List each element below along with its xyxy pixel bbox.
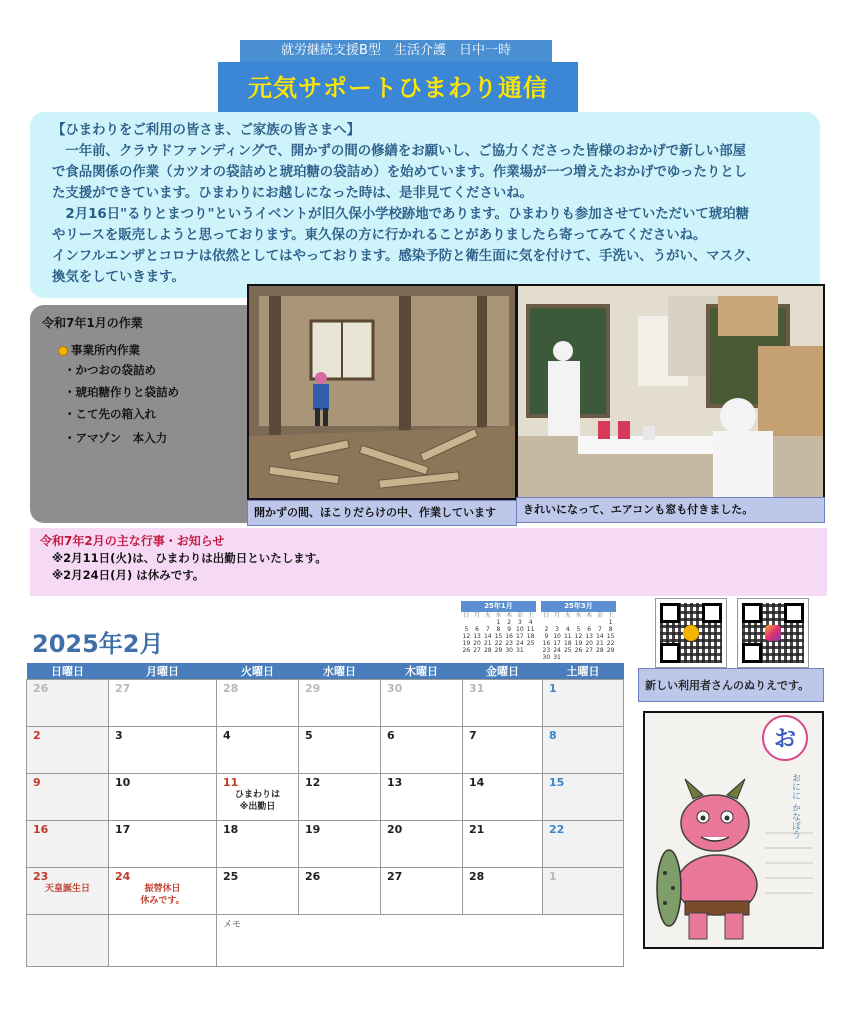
mini-calendar-day: 14 [483,633,492,640]
newsletter-subtitle: 就労継続支援B型 生活介護 日中一時 [240,40,552,62]
calendar-day-note: 振替休日 [144,884,181,894]
mini-calendar-weekday: 火 [564,612,571,619]
calendar-day-cell [27,821,109,868]
mini-calendar-weekday: 金 [596,612,603,619]
calendar-day-number: 5 [305,729,313,742]
calendar-memo-label: メモ [223,920,242,930]
calendar-day-number: 30 [387,682,403,695]
mini-calendar-title: 25年1月 [461,601,536,612]
qr-finder [742,603,762,623]
calendar-day-cell [217,821,299,868]
calendar-day-number: 7 [469,729,477,742]
mini-calendar-day: 6 [587,626,592,633]
calendar-day-cell [299,868,381,915]
instagram-qr-icon[interactable] [737,598,809,668]
calendar-day-number: 20 [387,823,403,836]
calendar-day-number: 26 [305,870,321,883]
mini-calendar-day: 27 [585,647,593,654]
calendar-day-cell [381,821,463,868]
mini-calendar-weekday: 木 [506,612,513,619]
mini-calendar-day: 25 [563,647,572,654]
mini-calendar-day: 4 [565,626,570,633]
mini-calendar-grid [541,612,616,661]
mini-calendar-weekday: 土 [527,612,534,619]
calendar-day-cell [109,774,217,821]
calendar-day-cell [463,868,543,915]
mini-calendar-day [584,619,595,626]
qr-code-icon[interactable] [655,598,727,668]
calendar-day-cell [381,727,463,774]
mini-calendar-day [573,619,584,626]
calendar-title: 2025年2月 [32,630,164,658]
calendar-day-cell [109,727,217,774]
mini-calendar-week [461,647,536,654]
monthly-calendar [26,663,624,967]
calendar-weekday-header: 金曜日 [463,663,543,680]
calendar-day-cell [381,868,463,915]
calendar-day-number: 2 [33,729,41,742]
calendar-day-cell [543,727,624,774]
mini-calendar-day: 1 [496,619,501,626]
calendar-day-number: 27 [115,682,131,695]
mini-calendar-prev [461,601,536,654]
work-subtitle-text: 事業所内作業 [71,343,140,357]
calendar-day-cell [217,727,299,774]
mini-calendar-day: 5 [576,626,581,633]
mini-calendar-day [552,619,563,626]
mini-calendar-day: 18 [563,640,572,647]
mini-calendar-week [541,640,616,647]
sunflower-icon [58,346,68,356]
mini-calendar-week [541,654,616,661]
mini-calendar-weekday: 土 [607,612,614,619]
calendar-day-cell [27,680,109,727]
greeting-line: 2月16日"るりとまつり"というイベントが旧久保小学校跡地であります。ひまわりも参加させていただいて琥珀糖 [52,207,749,222]
qr-finder [784,603,804,623]
mini-calendar-day: 29 [606,647,615,654]
calendar-weekday-header: 火曜日 [217,663,299,680]
greeting-heading: 【ひまわりをご利用の皆さま、ご家族の皆さまへ】 [52,123,360,138]
greeting-line: やリースを販売しようと思っております。東久保の方に行かれることがありましたら寄ってみてくださいね。 [52,228,707,243]
mini-calendar-day [541,619,552,626]
mini-calendar-day: 21 [596,640,604,647]
mini-calendar-day: 10 [553,633,561,640]
mini-calendar-day: 30 [505,647,513,654]
mini-calendar-weekday: 日 [463,612,470,619]
calendar-day-cell [543,868,624,915]
mini-calendar-week [541,633,616,640]
mini-calendar-day: 15 [606,633,615,640]
calendar-day-cell [109,680,217,727]
mini-calendar-day [573,654,584,661]
mini-calendar-day: 8 [608,626,613,633]
mini-calendar-day: 27 [473,647,481,654]
mini-calendar-day: 28 [483,647,492,654]
mini-calendar-day: 15 [494,633,503,640]
calendar-day-cell [543,774,624,821]
notice-item: ※2月11日(火)は、ひまわりは出勤日といたします。 [52,551,327,565]
calendar-day-cell [299,680,381,727]
mini-calendar-day [562,619,573,626]
photo-before-repair [247,284,517,500]
photo-after-illustration [518,286,825,500]
calendar-memo-row [27,915,624,967]
mini-calendar-day: 7 [485,626,490,633]
calendar-header-row [27,663,624,680]
qr-finder [660,643,680,663]
calendar-day-number: 3 [115,729,123,742]
calendar-weekday-header: 水曜日 [299,663,381,680]
notice-item: ※2月24日(月) は休みです。 [52,568,205,582]
calendar-day-cell [543,680,624,727]
photo-caption-before: 開かずの間、ほこりだらけの中、作業しています [247,500,517,526]
mini-calendar-weekdays [461,612,536,619]
calendar-day-cell [27,868,109,915]
greeting-line: た支援ができています。ひまわりにお越しになった時は、是非見てくださいね。 [52,186,533,201]
coloring-side-text: おにに かなぼう [790,773,800,839]
mini-calendar-day: 24 [553,647,561,654]
mini-calendar-week [461,633,536,640]
calendar-day-number: 28 [223,682,239,695]
oni-coloring-illustration [645,713,822,947]
mini-calendar-day: 28 [596,647,604,654]
mini-calendar-day: 17 [516,633,524,640]
qr-finder [742,643,762,663]
mini-calendar-day: 3 [517,619,522,626]
calendar-day-cell [381,680,463,727]
mini-calendar-week [461,626,536,633]
mini-calendar-week [461,640,536,647]
mini-calendar-day: 11 [526,626,535,633]
calendar-week-row [27,680,624,727]
mini-calendar-day: 31 [516,647,524,654]
calendar-day-note: 天皇誕生日 [44,884,90,894]
calendar-day-number: 13 [387,776,403,789]
calendar-day-number: 26 [33,682,49,695]
calendar-day-number: 18 [223,823,239,836]
mini-calendar-week [541,619,616,626]
mini-calendar-day: 12 [574,633,583,640]
calendar-day-number: 1 [549,682,557,695]
mini-calendar-weekday: 木 [586,612,593,619]
mini-calendar-day: 31 [553,654,561,661]
calendar-day-number: 16 [33,823,49,836]
mini-calendar-day [584,654,595,661]
calendar-weekday-header: 日曜日 [27,663,109,680]
work-item: ・こて先の箱入れ [64,407,156,421]
mini-calendar-week [461,619,536,626]
mini-calendar-day: 26 [462,647,471,654]
calendar-week-row [27,821,624,868]
calendar-day-number: 6 [387,729,395,742]
mini-calendar-week [541,647,616,654]
calendar-day-cell [463,680,543,727]
sunflower-logo-icon [683,625,699,641]
mini-calendar-day: 16 [542,640,551,647]
work-subtitle [58,342,140,358]
mini-calendar-day: 20 [585,640,593,647]
calendar-memo-cell[interactable] [217,915,624,967]
mini-calendar-day: 26 [574,647,583,654]
mini-calendar-day: 3 [555,626,559,633]
calendar-day-cell [463,727,543,774]
qr-finder [660,603,680,623]
calendar-day-number: 4 [223,729,231,742]
calendar-day-cell [463,821,543,868]
mini-calendar-day: 21 [483,640,492,647]
calendar-day-number: 22 [549,823,565,836]
calendar-day-number: 14 [469,776,485,789]
calendar-day-number: 19 [305,823,321,836]
calendar-day-cell [381,774,463,821]
mini-calendar-day: 1 [608,619,613,626]
mini-calendar-day [605,654,616,661]
mini-calendar-day: 7 [597,626,602,633]
calendar-day-cell [109,821,217,868]
coloring-picture [643,711,824,949]
calendar-day-number: 24 [115,870,131,883]
mini-calendar-day [525,647,536,654]
calendar-day-number: 15 [549,776,565,789]
calendar-day-cell [27,727,109,774]
calendar-day-cell [299,727,381,774]
mini-calendar-day: 23 [505,640,513,647]
mini-calendar-day: 10 [516,626,524,633]
qr-finder [702,603,722,623]
mini-calendar-day: 2 [544,626,549,633]
mini-calendar-weekday: 水 [575,612,582,619]
mini-calendar-day: 19 [574,640,583,647]
calendar-weekday-header: 木曜日 [381,663,463,680]
mini-calendar-weekday: 月 [474,612,481,619]
mini-calendar-weekday: 火 [484,612,491,619]
mini-calendar-day: 19 [462,640,471,647]
mini-calendar-weekday: 月 [554,612,561,619]
calendar-day-cell [299,821,381,868]
mini-calendar-day: 29 [494,647,503,654]
mini-calendar-day: 9 [507,626,512,633]
calendar-day-number: 11 [223,776,239,789]
calendar-day-number: 8 [549,729,557,742]
calendar-day-number: 17 [115,823,131,836]
greeting-line: インフルエンザとコロナは依然としてはやっております。感染予防と衛生面に気を付けて、手洗い、うがい、マスク、 [52,249,760,264]
calendar-weekday-header: 月曜日 [109,663,217,680]
calendar-day-number: 27 [387,870,403,883]
mini-calendar-day: 23 [542,647,551,654]
mini-calendar-weekday: 日 [543,612,550,619]
calendar-day-cell [463,774,543,821]
calendar-day-number: 12 [305,776,321,789]
calendar-day-cell [217,680,299,727]
photo-before-illustration [249,286,517,500]
calendar-day-note: ひまわりは [234,790,280,800]
mini-calendar-day: 17 [553,640,561,647]
mini-calendar-day: 2 [507,619,512,626]
mini-calendar-grid [461,612,536,654]
work-item: ・かつおの袋詰め [64,363,156,377]
mini-calendar-day: 25 [526,640,535,647]
calendar-day-cell [27,774,109,821]
mini-calendar-next [541,601,616,661]
calendar-week-row [27,774,624,821]
work-title: 令和7年1月の作業 [42,316,143,330]
mini-calendar-week [541,626,616,633]
calendar-memo-blank [109,915,217,967]
calendar-week-row [27,727,624,774]
calendar-weekday-header: 土曜日 [543,663,624,680]
mini-calendar-day [562,654,573,661]
mini-calendar-day: 22 [606,640,615,647]
calendar-week-row [27,868,624,915]
instagram-icon [765,625,781,641]
mini-calendar-title: 25年3月 [541,601,616,612]
calendar-day-cell [299,774,381,821]
mini-calendar-day: 4 [528,619,533,626]
mini-calendar-day: 12 [462,633,471,640]
greeting-line: で食品関係の作業（カツオの袋詰めと琥珀糖の袋詰め）を始めています。作業場が一つ増えたおかげでゆったりとし [52,165,748,180]
mini-calendar-day: 18 [526,633,535,640]
mini-calendar-day: 8 [496,626,501,633]
calendar-day-number: 25 [223,870,239,883]
calendar-day-note: ※出勤日 [239,802,276,812]
mini-calendar-day: 13 [585,633,593,640]
mini-calendar-weekday: 金 [516,612,523,619]
newsletter-title: 元気サポートひまわり通信 [218,62,578,114]
calendar-day-number: 23 [33,870,49,883]
calendar-day-number: 9 [33,776,41,789]
mini-calendar-day: 22 [494,640,503,647]
calendar-day-number: 10 [115,776,131,789]
calendar-day-cell [109,868,217,915]
mini-calendar-day: 24 [516,640,524,647]
mini-calendar-day: 14 [596,633,604,640]
calendar-day-number: 28 [469,870,485,883]
greeting-box [30,112,820,298]
work-item: ・琥珀糖作りと袋詰め [64,385,179,399]
notice-title: 令和7年2月の主な行事・お知らせ [40,534,225,548]
mini-calendar-day: 13 [473,633,481,640]
coloring-caption: 新しい利用者さんのぬりえです。 [638,668,824,702]
coloring-title-char: お [773,727,797,752]
calendar-memo-blank [27,915,109,967]
calendar-day-number: 21 [469,823,485,836]
mini-calendar-weekdays [541,612,616,619]
mini-calendar-day: 20 [473,640,481,647]
mini-calendar-day [472,619,483,626]
mini-calendar-day [482,619,493,626]
mini-calendar-day: 5 [464,626,469,633]
mini-calendar-day [461,619,472,626]
photo-caption-after: きれいになって、エアコンも窓も付きました。 [516,497,825,523]
greeting-line: 一年前、クラウドファンディングで、開かずの間の修繕をお願いし、ご協力くださった皆様のおかげで新しい部屋 [52,144,747,159]
mini-calendar-weekday: 水 [495,612,502,619]
mini-calendar-day [595,654,606,661]
calendar-day-number: 1 [549,870,557,883]
calendar-day-note: 休みです。 [140,896,185,906]
mini-calendar-day: 6 [475,626,479,633]
calendar-day-cell [543,821,624,868]
greeting-line: 換気をしていきます。 [52,270,185,285]
mini-calendar-day: 16 [505,633,513,640]
calendar-day-number: 31 [469,682,485,695]
calendar-day-cell [217,774,299,821]
mini-calendar-day: 11 [563,633,572,640]
mini-calendar-day: 9 [544,633,549,640]
calendar-day-number: 29 [305,682,321,695]
mini-calendar-day [595,619,606,626]
photo-after-repair [516,284,825,500]
work-item: ・アマゾン 本入力 [64,431,168,445]
mini-calendar-day: 30 [542,654,551,661]
calendar-day-cell [217,868,299,915]
